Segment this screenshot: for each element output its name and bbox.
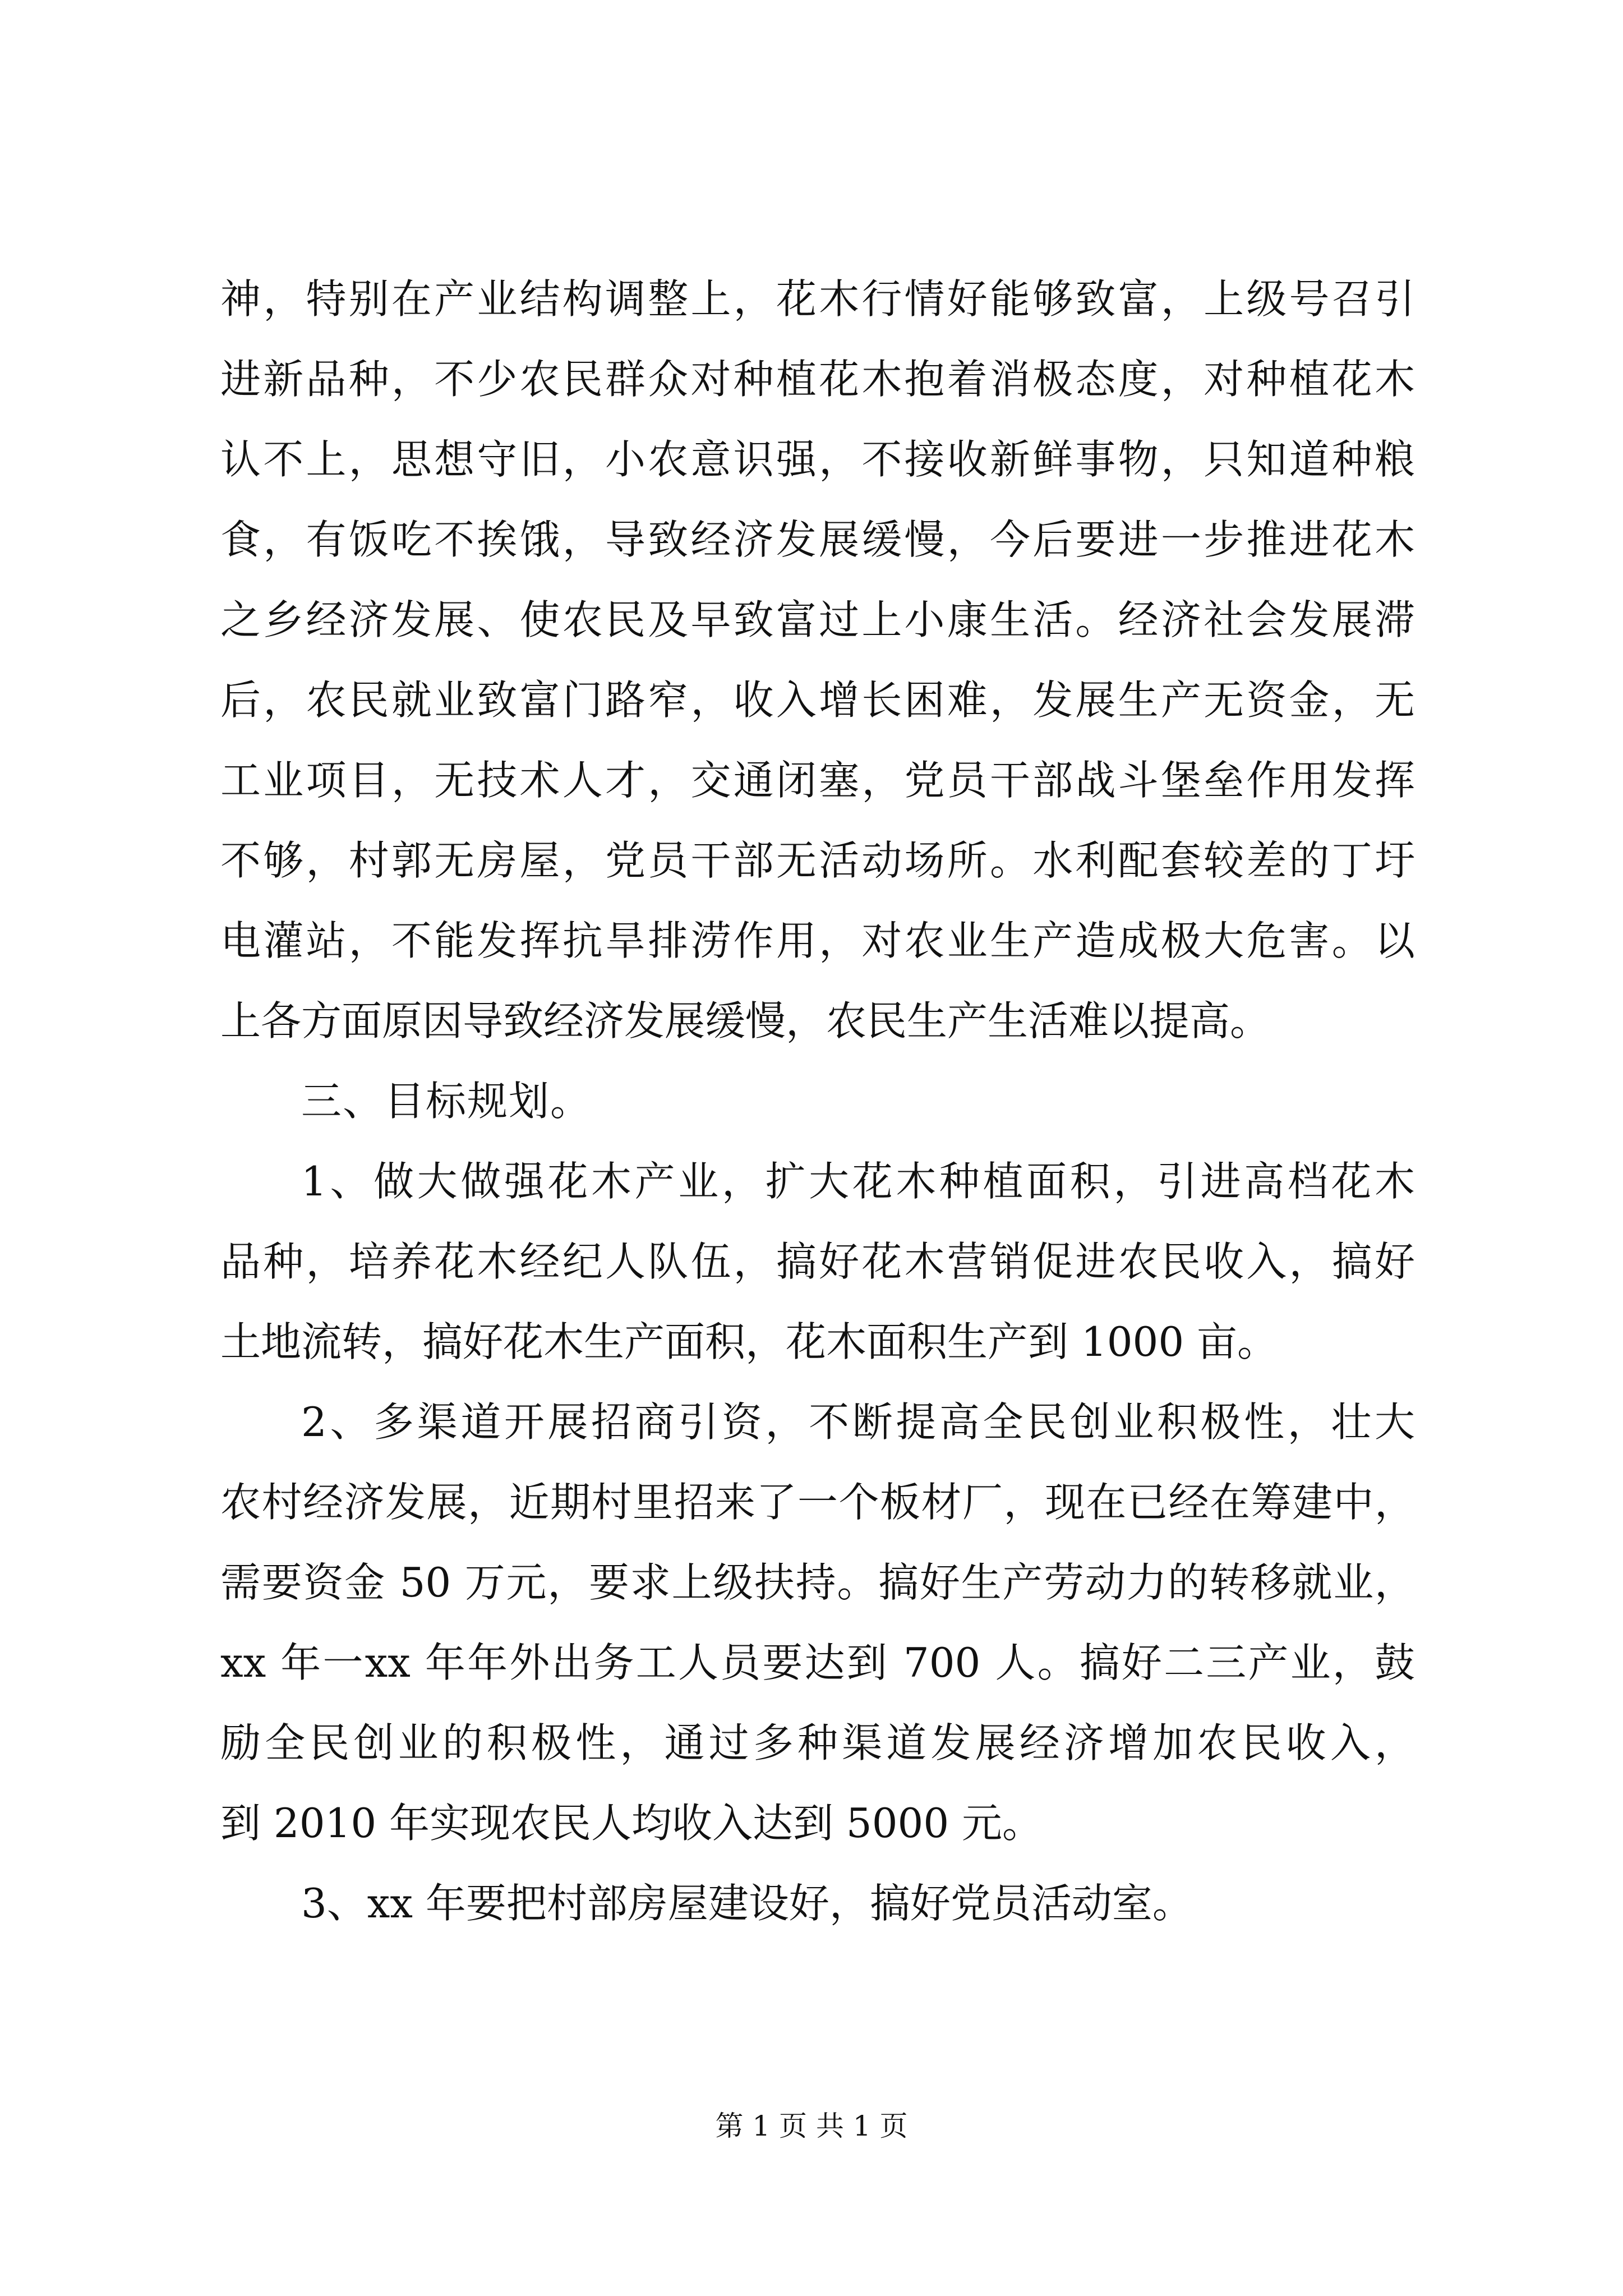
text-line: 认不上，思想守旧，小农意识强，不接收新鲜事物，只知道种粮 [220,436,1415,483]
text-line: 2、多渠道开展招商引资，不断提高全民创业积极性，壮大 [301,1398,1415,1446]
text-line: 到 2010 年实现农民人均收入达到 5000 元。 [220,1800,1043,1847]
text-line: 上各方面原因导致经济发展缓慢，农民生产生活难以提高。 [220,997,1271,1045]
text-line: 电灌站，不能发挥抗旱排涝作用，对农业生产造成极大危害。以 [220,917,1415,964]
text-line: 之乡经济发展、使农民及早致富过上小康生活。经济社会发展滞 [220,596,1415,643]
text-line: 神，特别在产业结构调整上，花木行情好能够致富，上级号召引 [220,275,1415,323]
text-line: 农村经济发展，近期村里招来了一个板材厂，现在已经在筹建中， [220,1479,1415,1526]
text-line: 不够，村郭无房屋，党员干部无活动场所。水利配套较差的丁圩 [220,837,1415,884]
text-line: 品种，培养花木经纪人队伍，搞好花木营销促进农民收入，搞好 [220,1238,1415,1285]
document-body [220,259,1415,1944]
text-line: 1、做大做强花木产业，扩大花木种植面积，引进高档花木 [301,1158,1415,1205]
text-line: 3、xx 年要把村部房屋建设好，搞好党员活动室。 [301,1880,1193,1927]
text-line: 进新品种，不少农民群众对种植花木抱着消极态度，对种植花木 [220,356,1415,403]
text-line: xx 年一xx 年年外出务工人员要达到 700 人。搞好二三产业，鼓 [220,1639,1415,1686]
text-line: 励全民创业的积极性，通过多种渠道发展经济增加农民收入， [220,1719,1415,1766]
text-line: 工业项目，无技术人才，交通闭塞，党员干部战斗堡垒作用发挥 [220,757,1415,804]
text-line: 土地流转，搞好花木生产面积，花木面积生产到 1000 亩。 [220,1318,1278,1365]
text-line: 需要资金 50 万元，要求上级扶持。搞好生产劳动力的转移就业， [220,1559,1415,1606]
section-heading: 三、目标规划。 [301,1078,592,1125]
text-line: 后，农民就业致富门路窄，收入增长困难，发展生产无资金，无 [220,677,1415,724]
text-line: 食，有饭吃不挨饿，导致经济发展缓慢，今后要进一步推进花木 [220,516,1415,563]
page-number-footer: 第 1 页 共 1 页 [715,2110,908,2142]
